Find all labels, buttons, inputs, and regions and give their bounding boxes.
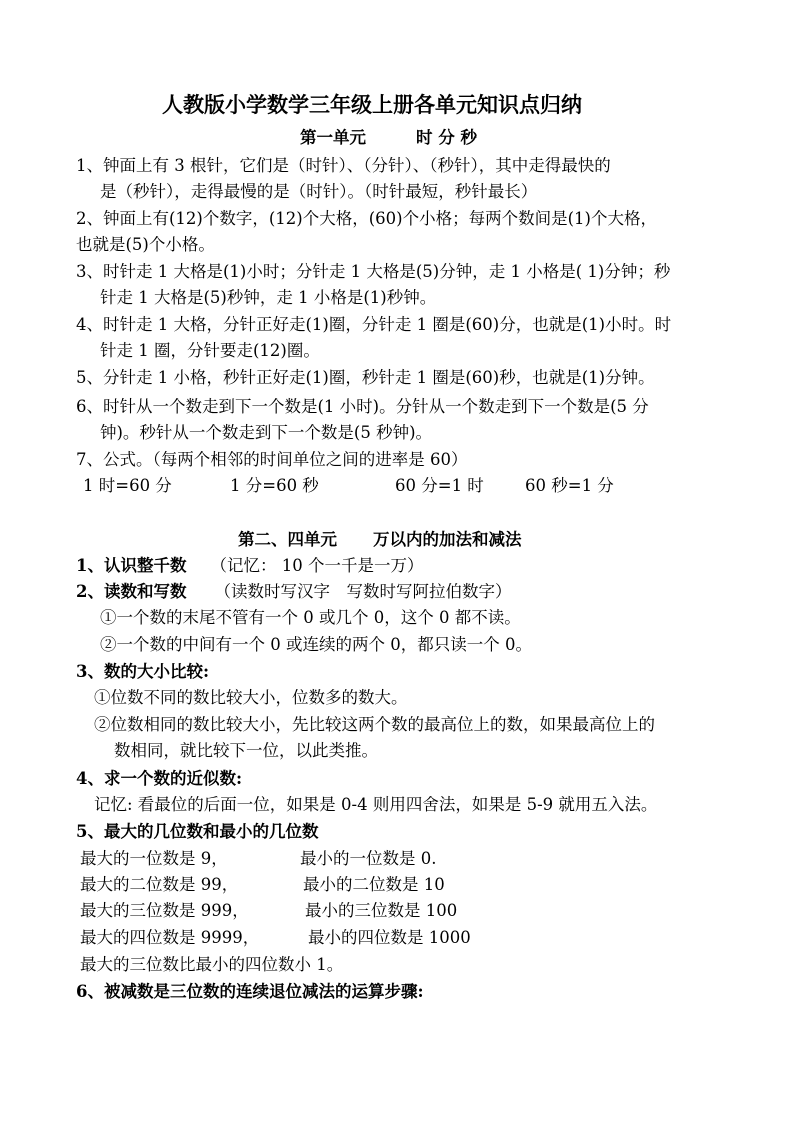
unit2-s2-item-1: ①一个数的末尾不管有一个 0 或几个 0，这个 0 都不读。 (100, 608, 521, 627)
unit1-heading-topic: 时 分 秒 (416, 128, 477, 147)
unit2-heading-topic: 万以内的加法和减法 (373, 530, 522, 549)
unit1-item-6-line2: 钟)。秒针从一个数走到下一个数是(5 秒钟)。 (100, 423, 433, 442)
unit2-s5-label: 5、最大的几位数和最小的几位数 (76, 822, 319, 841)
unit1-item-2-line2: 也就是(5)个小格。 (76, 235, 215, 254)
unit2-s3-item-2-line2: 数相同，就比较下一位，以此类推。 (114, 741, 378, 760)
unit2-s1-label: 1、认识整千数 (76, 556, 187, 575)
unit1-item-2-line1: 2、钟面上有(12)个数字，(12)个大格，(60)个小格；每两个数间是(1)个大格， (76, 209, 657, 228)
unit2-s1-note: （记忆： 10 个一千是一万） (210, 556, 424, 575)
unit1-item-3-line1: 3、时针走 1 大格是(1)小时；分针走 1 大格是(5)分钟，走 1 小格是( 1)分钟；秒 (76, 262, 671, 281)
s5-row-4-min: 最小的四位数是 1000 (308, 928, 471, 947)
s5-row-3-min: 最小的三位数是 100 (305, 901, 458, 920)
s5-row-1-min: 最小的一位数是 0. (300, 849, 437, 868)
unit2-s2 (76, 582, 511, 602)
unit2-s3-item-2-line1: ②位数相同的数比较大小，先比较这两个数的最高位上的数，如果最高位上的 (94, 715, 655, 734)
unit2-s3-label: 3、数的大小比较: (76, 662, 210, 681)
s5-row-3-max: 最大的三位数是 999， (80, 901, 249, 920)
s5-summary: 最大的三位数比最小的四位数小 1。 (80, 955, 344, 974)
s5-row-2-max: 最大的二位数是 99， (80, 875, 239, 894)
unit2-s2-item-2: ②一个数的中间有一个 0 或连续的两个 0，都只读一个 0。 (100, 635, 532, 654)
unit2-heading-name: 第二、四单元 (238, 530, 337, 549)
unit1-item-6-line1: 6、时针从一个数走到下一个数是(1 小时)。分针从一个数走到下一个数是(5 分 (76, 397, 649, 416)
formula-60-minutes: 60 分=1 时 (395, 476, 484, 495)
unit1-item-1-line2: 是（秒针），走得最慢的是（时针）。（时针最短，秒针最长） (100, 182, 538, 201)
unit1-item-5-line1: 5、分针走 1 小格，秒针正好走(1)圈，秒针走 1 圈是(60)秒，也就是(1)分钟。 (76, 368, 655, 387)
s5-row-2-min: 最小的二位数是 10 (303, 875, 445, 894)
unit1-item-1-line1: 1、钟面上有 3 根针，它们是（时针）、（分针）、（秒针），其中走得最快的 (76, 156, 611, 175)
unit2-s1 (76, 556, 423, 576)
unit1-heading (300, 128, 477, 148)
unit2-s2-label: 2、读数和写数 (76, 582, 187, 601)
unit1-item-4-line2: 针走 1 圈，分针要走(12)圈。 (100, 341, 320, 360)
unit1-item-7: 7、公式。（每两个相邻的时间单位之间的进率是 60） (76, 450, 468, 469)
unit1-item-4-line1: 4、时针走 1 大格，分针正好走(1)圈，分针走 1 圈是(60)分，也就是(1)小时。时 (76, 315, 672, 334)
unit1-item-3-line2: 针走 1 大格是(5)秒钟，走 1 小格是(1)秒钟。 (100, 288, 437, 307)
unit1-heading-name: 第一单元 (300, 128, 366, 147)
s5-row-4-max: 最大的四位数是 9999， (80, 928, 260, 947)
unit2-heading (238, 530, 522, 550)
unit2-s4-label: 4、求一个数的近似数: (76, 769, 243, 788)
formula-60-seconds: 60 秒=1 分 (525, 476, 614, 495)
unit2-s6-label: 6、被减数是三位数的连续退位减法的运算步骤: (76, 982, 424, 1001)
unit2-s3-item-1: ①位数不同的数比较大小，位数多的数大。 (94, 688, 408, 707)
formula-hour: 1 时=60 分 (83, 476, 172, 495)
formula-minute: 1 分=60 秒 (230, 476, 319, 495)
document-title: 人教版小学数学三年级上册各单元知识点归纳 (162, 92, 582, 117)
unit2-s2-note: （读数时写汉字 写数时写阿拉伯数字） (214, 582, 512, 601)
s5-row-1-max: 最大的一位数是 9， (80, 849, 228, 868)
unit2-s4-text: 记忆: 看最位的后面一位，如果是 0-4 则用四舍法，如果是 5-9 就用五入法。 (94, 795, 658, 814)
